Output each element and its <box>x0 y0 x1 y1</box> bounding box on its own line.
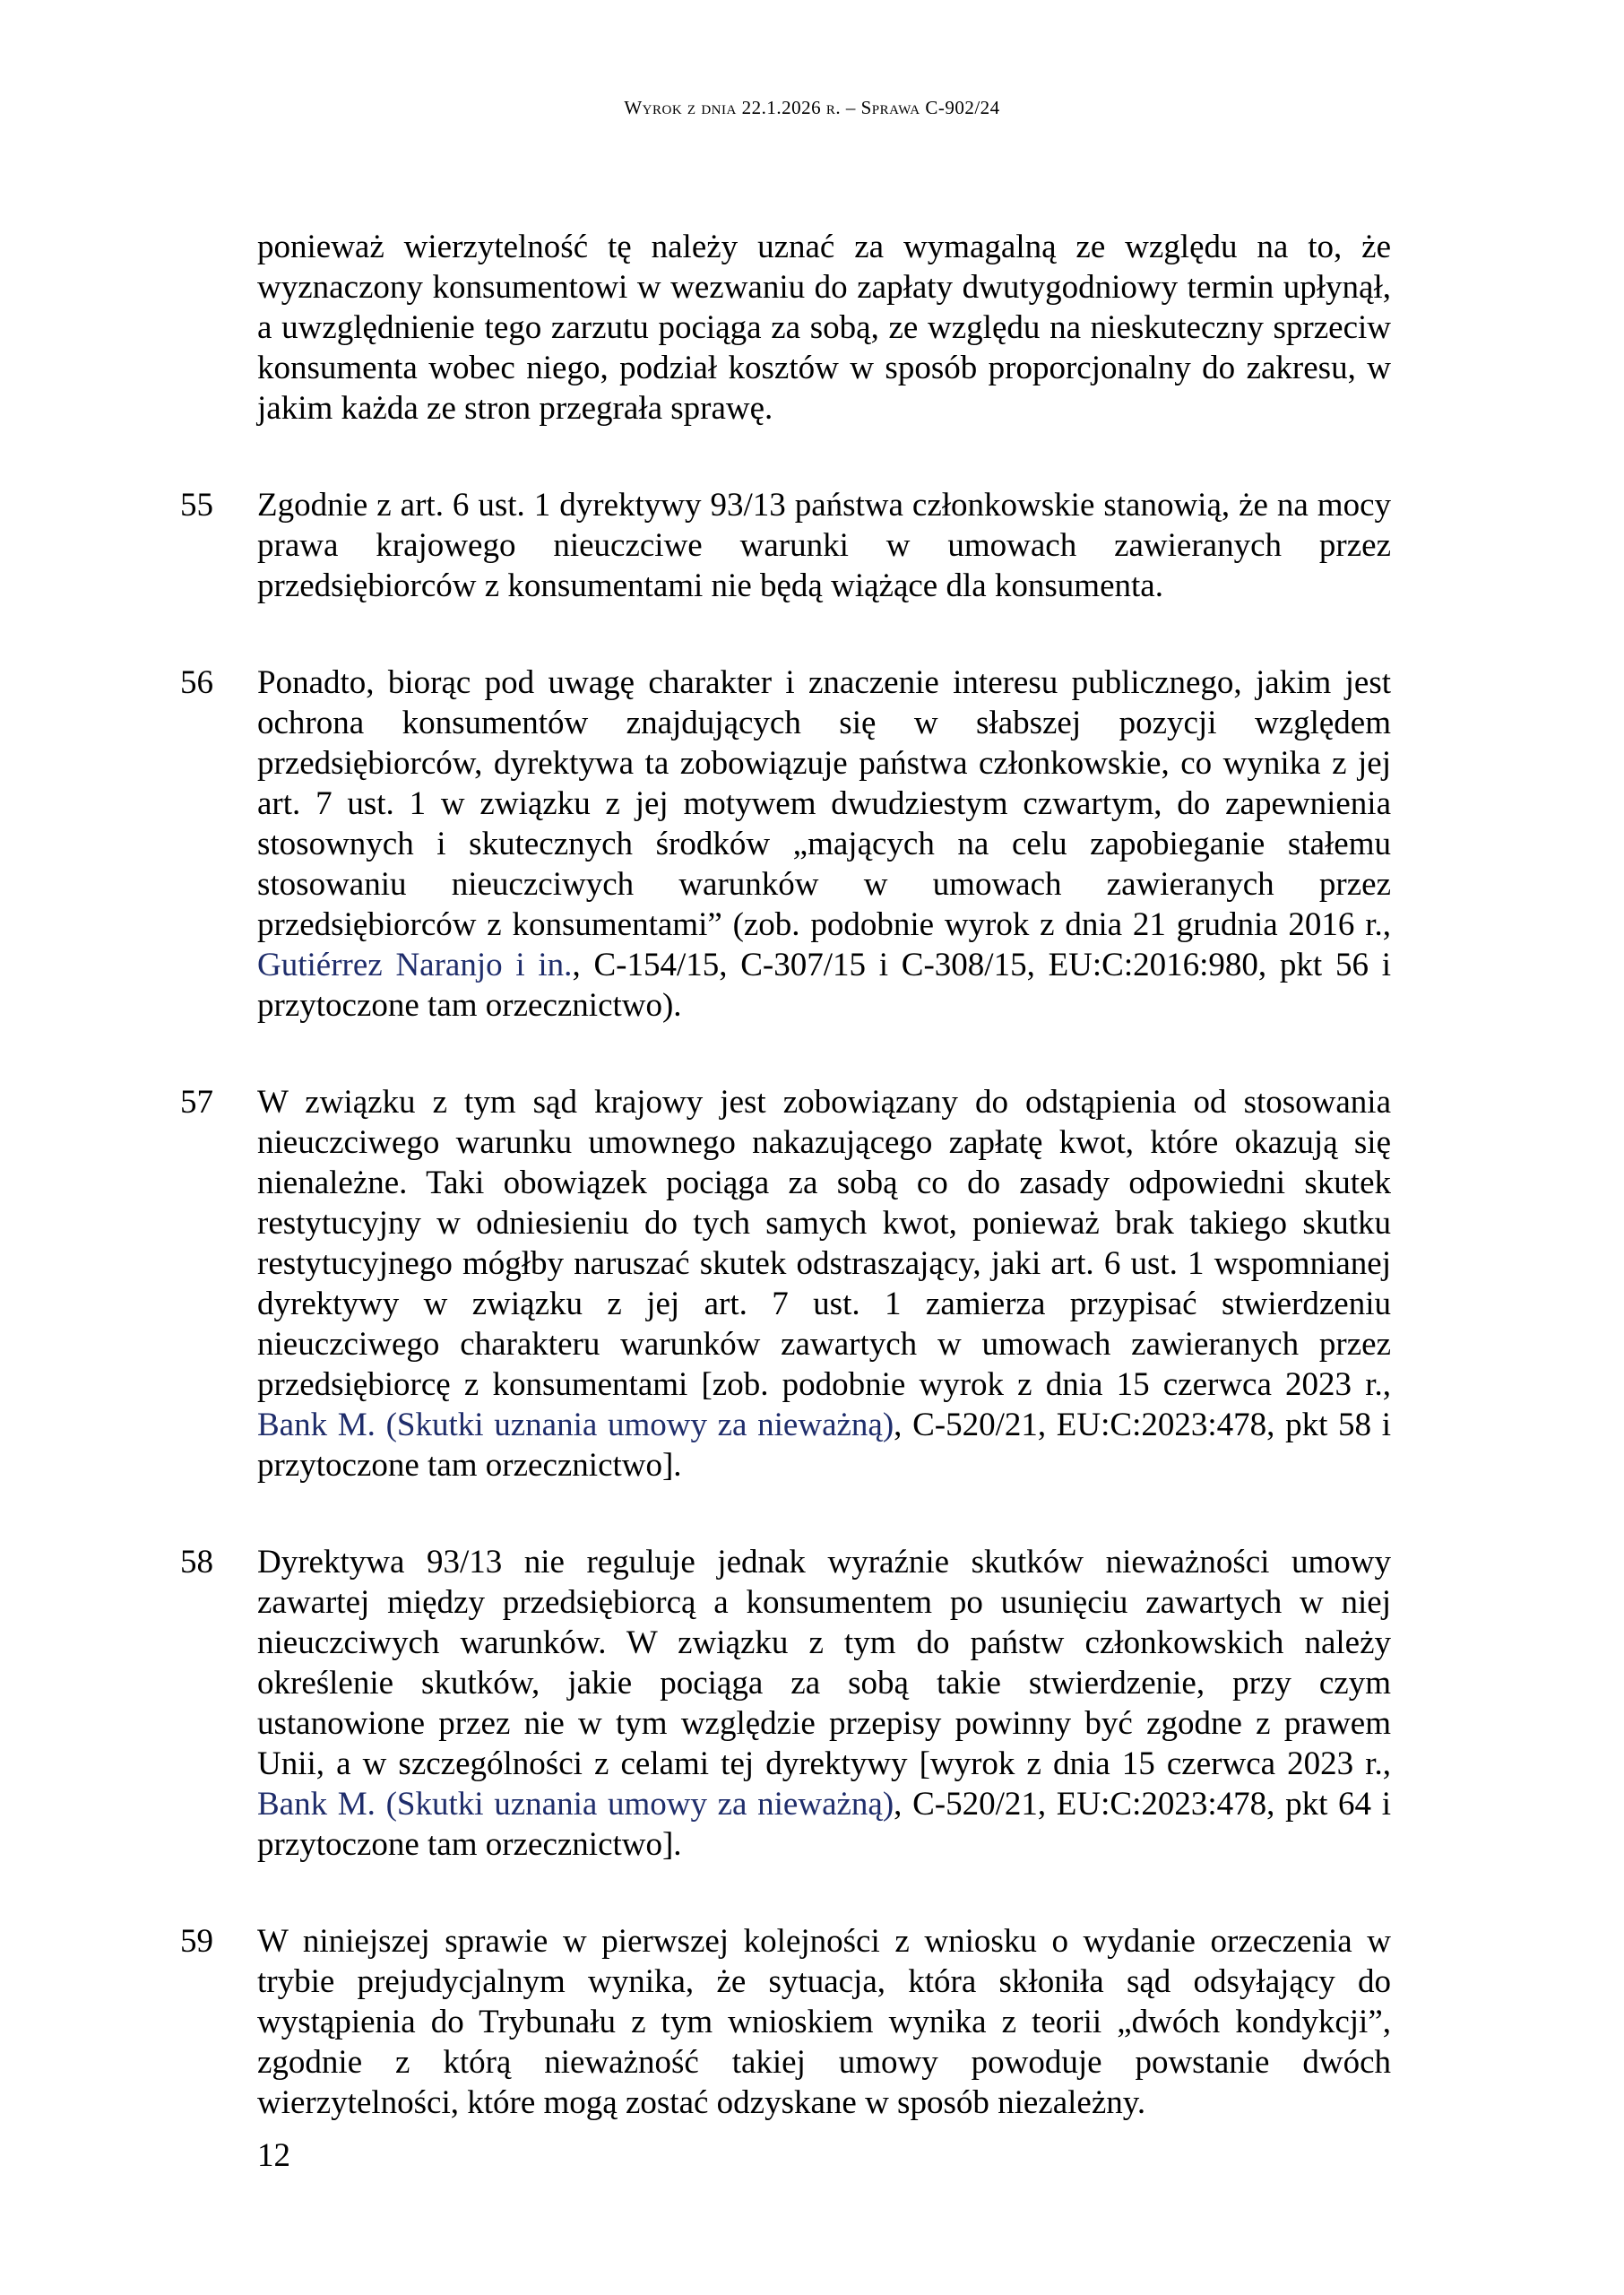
paragraph-text-after: , C-520/21, EU:C:2023:478, pkt 58 i przytoczone tam orzecznictwo]. <box>257 1407 1391 1484</box>
page-number: 12 <box>257 2137 290 2174</box>
paragraph-text-before: Ponadto, biorąc pod uwagę charakter i znaczenie interesu publicznego, jakim jest ochrona konsumentów znajdujących się w słabszej pozycji względem przedsiębiorców, dyrektywa ta zobowiązuje państwa członkowskie, co wynika z jej art. 7 ust. 1 w związku z jej motywem dwudziestym czwartym, do zapewnienia stosownych i skutecznych środków „mających na celu zapobieganie stałemu stosowaniu nieuczciwych warunków w umowach zawieranych przez przedsiębiorców z konsumentami” (zob. podobnie wyrok z dnia 21 grudnia 2016 r., <box>257 664 1391 943</box>
paragraph-text-after: , C-520/21, EU:C:2023:478, pkt 64 i przytoczone tam orzecznictwo]. <box>257 1786 1391 1863</box>
paragraph-58 <box>180 1542 1391 1865</box>
paragraph-text: Zgodnie z art. 6 ust. 1 dyrektywy 93/13 państwa członkowskie stanowią, że na mocy prawa krajowego nieuczciwe warunki w umowach zawieranych przez przedsiębiorców z konsumentami nie będą wiążące dla konsumenta. <box>257 487 1391 604</box>
case-link-bank-m[interactable]: Bank M. (Skutki uznania umowy za nieważną) <box>257 1407 894 1443</box>
case-link-bank-m[interactable]: Bank M. (Skutki uznania umowy za nieważną) <box>257 1786 894 1823</box>
paragraph-number: 56 <box>180 664 213 701</box>
paragraph-57 <box>180 1082 1391 1485</box>
paragraph-text: W niniejszej sprawie w pierwszej kolejności z wniosku o wydanie orzeczenia w trybie prejudycjalnym wynika, że sytuacja, która skłoniła sąd odsyłający do wystąpienia do Trybunału z tym wnioskiem wynika z teorii „dwóch kondykcji”, zgodnie z którą nieważność takiej umowy powoduje powstanie dwóch wierzytelności, które mogą zostać odzyskane w sposób niezależny. <box>257 1923 1391 2121</box>
paragraph-59 <box>180 1921 1391 2123</box>
continuation-paragraph: ponieważ wierzytelność tę należy uznać za wymagalną ze względu na to, że wyznaczony konsumentowi w wezwaniu do zapłaty dwutygodniowy termin upłynął, a uwzględnienie tego zarzutu pociąga za sobą, ze względu na nieskuteczny sprzeciw konsumenta wobec niego, podział kosztów w sposób proporcjonalny do zakresu, w jakim każda ze stron przegrała sprawę. <box>257 229 1391 427</box>
paragraph-text <box>257 1082 1391 1485</box>
paragraph-number: 55 <box>180 487 213 524</box>
judgment-body <box>180 227 1391 2123</box>
paragraph-text-before: Dyrektywa 93/13 nie reguluje jednak wyraźnie skutków nieważności umowy zawartej między przedsiębiorcą a konsumentem po usunięciu zawartych w niej nieuczciwych warunków. W związku z tym do państw członkowskich należy określenie skutków, jakie pociąga za sobą takie stwierdzenie, przy czym ustanowione przez nie w tym względzie przepisy powinny być zgodne z prawem Unii, a w szczególności z celami tej dyrektywy [wyrok z dnia 15 czerwca 2023 r., <box>257 1544 1391 1782</box>
paragraph-text <box>257 1542 1391 1865</box>
paragraph-text <box>257 663 1391 1026</box>
running-header: Wyrok z dnia 22.1.2026 r. – Sprawa C-902/24 <box>624 97 1000 118</box>
paragraph-number: 58 <box>180 1544 213 1581</box>
paragraph-number: 59 <box>180 1923 213 1960</box>
paragraph-text-after: , C-154/15, C-307/15 i C-308/15, EU:C:2016:980, pkt 56 i przytoczone tam orzecznictwo). <box>257 947 1391 1024</box>
paragraph-text-before: W związku z tym sąd krajowy jest zobowiązany do odstąpienia od stosowania nieuczciwego warunku umownego nakazującego zapłatę kwot, które okazują się nienależne. Taki obowiązek pociąga za sobą co do zasady odpowiedni skutek restytucyjny w odniesieniu do tych samych kwot, ponieważ brak takiego skutku restytucyjnego mógłby naruszać skutek odstraszający, jaki art. 6 ust. 1 wspomnianej dyrektywy w związku z jej art. 7 ust. 1 zamierza przypisać stwierdzeniu nieuczciwego charakteru warunków zawartych w umowach zawieranych przez przedsiębiorcę z konsumentami [zob. podobnie wyrok z dnia 15 czerwca 2023 r., <box>257 1084 1391 1403</box>
case-link-gutierrez-naranjo[interactable]: Gutiérrez Naranjo i in. <box>257 947 573 983</box>
paragraph-56 <box>180 663 1391 1026</box>
paragraph-number: 57 <box>180 1084 213 1121</box>
paragraph-55 <box>180 485 1391 606</box>
